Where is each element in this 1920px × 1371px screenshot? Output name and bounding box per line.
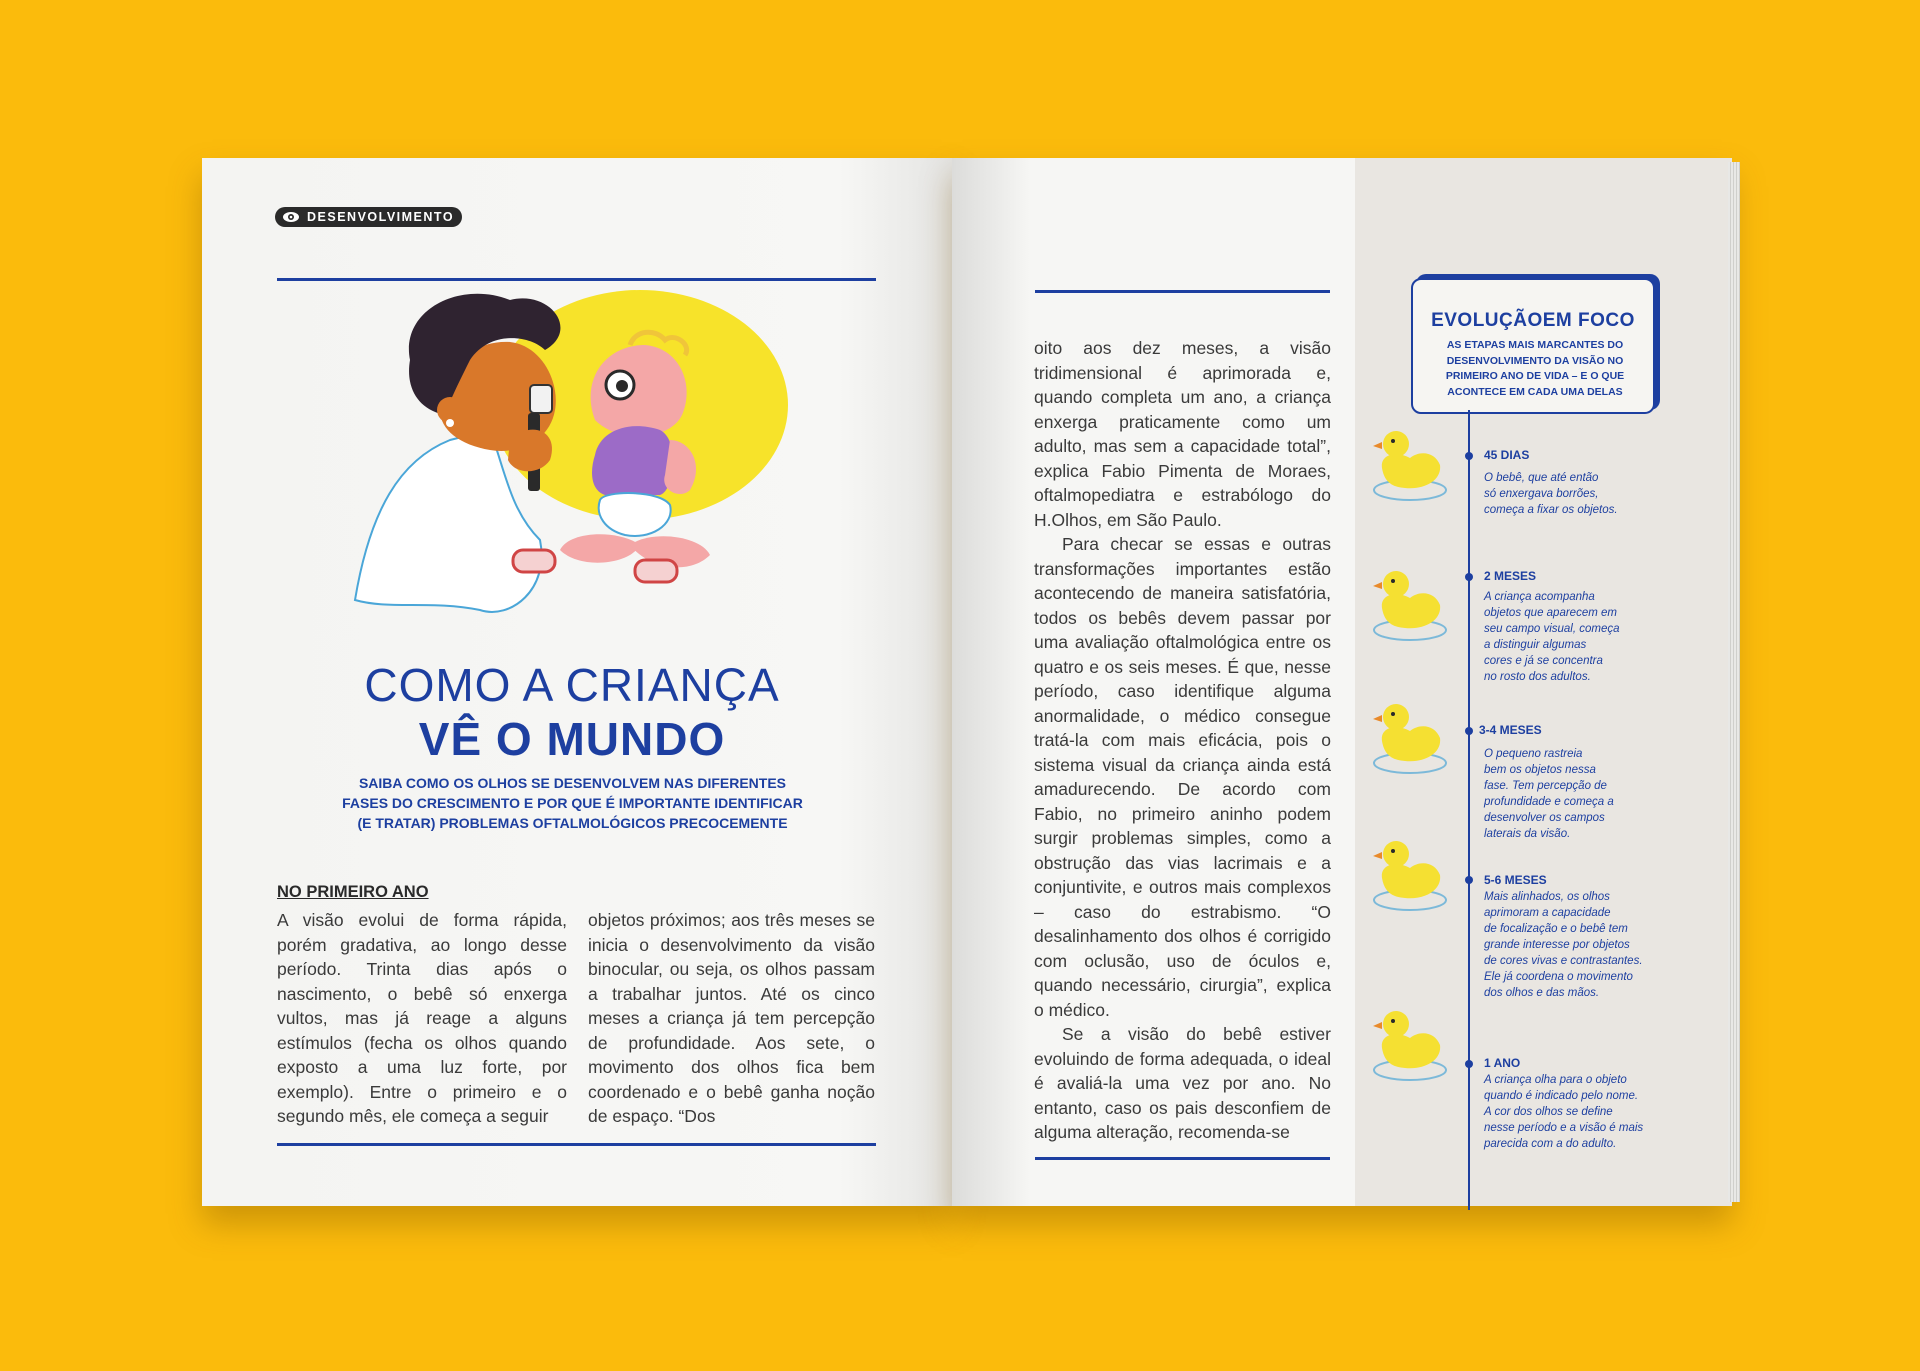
body-paragraph: objetos próximos; aos três meses se inicia o desenvolvimento da visão binocular, ou seja, os olhos passam a trabalhar juntos. Até os cinco meses a criança já tem percepção de profundidade. Aos sete, o movimento dos olhos fica bem coordenado e o bebê ganha noção de espaço. “Dos xyxy=(588,910,875,1126)
stage-title: 1 ANO xyxy=(1484,1056,1521,1070)
stage-title: 2 MESES xyxy=(1484,569,1537,583)
stage-line: nesse período e a visão é mais xyxy=(1484,1122,1644,1134)
subtitle-line: SAIBA COMO OS OLHOS SE DESENVOLVEM NAS DIFERENTES xyxy=(358,775,787,791)
stage-line: começa a fixar os objetos. xyxy=(1484,504,1618,516)
stage-description xyxy=(1484,746,1669,842)
subtitle-line: FASES DO CRESCIMENTO E POR QUE É IMPORTANTE IDENTIFICAR xyxy=(342,795,803,811)
stage-line: no rosto dos adultos. xyxy=(1484,671,1591,683)
timeline-dot xyxy=(1465,876,1473,884)
stage-line: Ele já coordena o movimento xyxy=(1484,971,1633,983)
article-subtitle xyxy=(300,773,845,833)
article-title-line1: COMO A CRIANÇA xyxy=(364,659,780,711)
stage-line: grande interesse por objetos xyxy=(1484,939,1630,951)
body-paragraph: A visão evolui de forma rápida, porém gradativa, ao longo desse período. Trinta dias após o nascimento, o bebê só enxerga vultos, mas já reage a alguns estímulos (fecha os olhos quando exposto a uma luz forte, por exemplo). Entre o primeiro e o segundo mês, ele começa a seguir xyxy=(277,910,567,1126)
sidebar-title-box xyxy=(1411,278,1655,414)
stage-line: Mais alinhados, os olhos xyxy=(1484,891,1610,903)
stage-line: seu campo visual, começa xyxy=(1484,623,1620,635)
body-paragraph: Para checar se essas e outras transformações importantes estão acontecendo de maneira satisfatória, todos os bebês devem passar por uma avaliação oftalmológica entre os quatro e os seis meses. É que, nesse período, caso identifique alguma anormalidade, o médico consegue tratá-la com mais eficácia, pois o sistema visual da criança ainda está amadurecendo. De acordo com Fabio, no primeiro aninho podem surgir problemas simples, como a obstrução das vias lacrimais e a conjuntivite, e outros mais complexos – caso do estrabismo. “O desalinhamento dos olhos é corrigido com oclusão, uso de óculos e, quando necessário, cirurgia”, explica o médico. xyxy=(1034,534,1331,1020)
body-paragraph: Se a visão do bebê estiver evoluindo de forma adequada, o ideal é avaliá-la uma vez por ano. No entanto, caso os pais desconfiem de alguma alteração, recomenda-se xyxy=(1034,1024,1331,1142)
stage-line: de cores vivas e contrastantes. xyxy=(1484,955,1643,967)
stage-line: laterais da visão. xyxy=(1484,828,1571,840)
section-heading: NO PRIMEIRO ANO xyxy=(277,883,429,901)
timeline-line xyxy=(1468,410,1470,1210)
doctor-examining-baby-illustration xyxy=(330,290,840,660)
page-edges xyxy=(1728,162,1740,1202)
stage-description xyxy=(1484,1072,1684,1152)
stage-line: dos olhos e das mãos. xyxy=(1484,987,1600,999)
article-title-line2: VÊ O MUNDO xyxy=(418,713,726,765)
stage-line: quando é indicado pelo nome. xyxy=(1484,1090,1639,1102)
stage-line: de focalização e o bebê tem xyxy=(1484,923,1628,935)
rubber-duck-icon xyxy=(1370,693,1450,783)
timeline-dot xyxy=(1465,727,1473,735)
stage-line: parecida com a do adulto. xyxy=(1484,1138,1617,1150)
stage-line: A cor dos olhos se define xyxy=(1484,1106,1613,1118)
stage-description xyxy=(1484,589,1669,685)
rubber-duck-icon xyxy=(1370,560,1450,650)
stage-line: O pequeno rastreia xyxy=(1484,748,1583,760)
body-column-1 xyxy=(277,908,567,1129)
timeline-dot xyxy=(1465,573,1473,581)
subtitle-line: (E TRATAR) PROBLEMAS OFTALMOLÓGICOS PRECOCEMENTE xyxy=(357,815,788,831)
body-column-2 xyxy=(588,908,875,1129)
stage-line: a distinguir algumas xyxy=(1484,639,1587,651)
sidebar-subtitle-line: DESENVOLVIMENTO DA VISÃO NO xyxy=(1446,354,1624,367)
stage-line: só enxergava borrões, xyxy=(1484,488,1599,500)
stage-line: A criança acompanha xyxy=(1484,591,1595,603)
section-tag-label: DESENVOLVIMENTO xyxy=(307,210,455,224)
stage-title: 45 DIAS xyxy=(1484,448,1530,462)
stage-line: fase. Tem percepção de xyxy=(1484,780,1607,792)
stage-line: O bebê, que até então xyxy=(1484,472,1599,484)
stage-title: 3-4 MESES xyxy=(1479,723,1542,737)
stage-line: profundidade e começa a xyxy=(1484,796,1614,808)
stage-line: desenvolver os campos xyxy=(1484,812,1605,824)
timeline-dot xyxy=(1465,452,1473,460)
sidebar-subtitle-line: AS ETAPAS MAIS MARCANTES DO xyxy=(1446,339,1624,351)
top-rule-left xyxy=(277,278,876,281)
stage-line: aprimoram a capacidade xyxy=(1484,907,1611,919)
stage-line: cores e já se concentra xyxy=(1484,655,1603,667)
rubber-duck-icon xyxy=(1370,420,1450,510)
eye-icon xyxy=(282,211,300,223)
timeline-dot xyxy=(1465,1060,1473,1068)
sidebar-title: EVOLUÇÃOEM FOCO xyxy=(1431,310,1635,331)
stage-line: A criança olha para o objeto xyxy=(1484,1074,1627,1086)
stage-description xyxy=(1484,889,1669,1001)
sidebar-subtitle-line: ACONTECE EM CADA UMA DELAS xyxy=(1447,385,1623,398)
top-rule-right xyxy=(1035,290,1330,293)
rubber-duck-icon xyxy=(1370,830,1450,920)
rubber-duck-icon xyxy=(1370,1000,1450,1090)
stage-title: 5-6 MESES xyxy=(1484,873,1547,887)
section-tag xyxy=(275,207,462,227)
bottom-rule-right xyxy=(1035,1157,1330,1160)
stage-line: objetos que aparecem em xyxy=(1484,607,1617,619)
sidebar-subtitle xyxy=(1431,338,1639,400)
bottom-rule-left xyxy=(277,1143,876,1146)
stage-description xyxy=(1484,470,1669,518)
body-column-3 xyxy=(1034,336,1331,1145)
body-paragraph: oito aos dez meses, a visão tridimensional é aprimorada e, quando completa um ano, a criança enxerga praticamente como um adulto, mas sem a capacidade total”, explica Fabio Pimenta de Moraes, oftalmopediatra e estrabólogo do H.Olhos, em São Paulo. xyxy=(1034,338,1331,530)
stage-line: bem os objetos nessa xyxy=(1484,764,1596,776)
sidebar-subtitle-line: PRIMEIRO ANO DE VIDA – E O QUE xyxy=(1445,370,1625,382)
